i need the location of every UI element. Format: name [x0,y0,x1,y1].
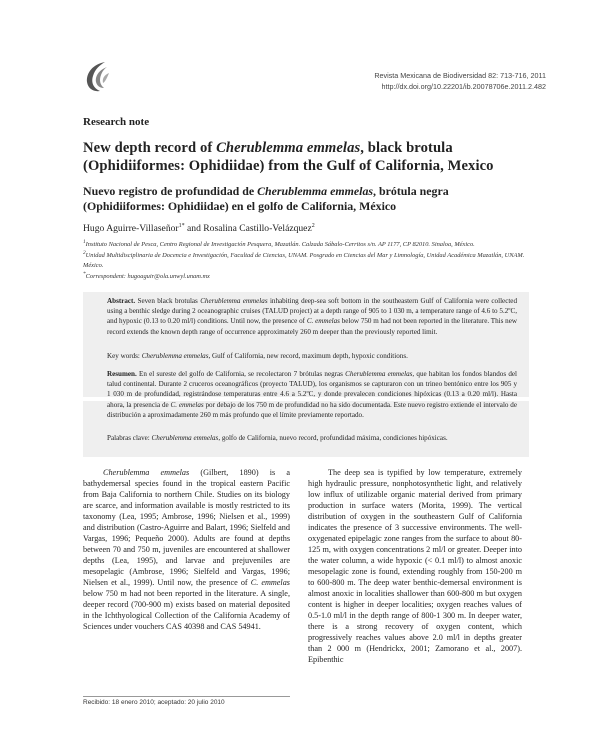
body-paragraph: The deep sea is typified by low temperature, extremely high hydraulic pressure, nonphotosynthetic light, and relatively low influx of utilizable organic material derived from primary production in surface waters (Morita, 1999). The vertical distribution of oxygen in the southeastern Gulf of California indicates the presence of 3 successive environments. The well-oxygenated epipelagic zone ranges from the surface to about 80-125 m, with oxygen concentrations 2 ml/l or greater. Deeper into the water column, a wide hypoxic (< 0.1 ml/l) to almost anoxic mesopelagic zone is found, extending roughly from 150-200 m to 600-800 m. The deep water benthic-demersal environment is almost anoxic in localities shallower than 600-800 m but oxygen content is higher in deeper localities; oxygen reaches values of 0.5-1.0 ml/l in the depth range of 800-1 300 m. In deeper water, there is a strong recovery of oxygen content, which progressively reaches values above 2.0 ml/l in depths greater than 2 000 m (Hendrickx, 2001; Zamorano et al., 2007). Epibenthic [308,468,522,664]
article-title: New depth record of Cherublemma emmelas, black brotula (Ophidiiformes: Ophidiidae) from the Gulf of California, Mexico [83,140,494,174]
body-paragraph: Cherublemma emmelas (Gilbert, 1890) is a bathydemersal species found in the tropical eastern Pacific from Baja California to northern Chile. Studies on its biology are scarce, and information available is mostly restricted to its taxonomy (Lea, 1995; Ambrose, 1996; Nielsen et al., 1999) and distribution (Castro-Aguirre and Balart, 1996; Sielfeld and Vargas, 1996; Pequeño 2000). Adults are found at depths between 70 and 750 m, juveniles are encountered at shallower depths (Lea, 1995), and larvae and prejuveniles are mesopelagic (Ambrose, 1996; Sielfeld and Vargas, 1996; Nielsen et al., 1999). Until now, the presence of C. emmelas below 750 m had not been reported in the literature. A single, deeper record (700-900 m) exists based on material deposited in the Ichthyological Collection of the California Academy of Sciences under vouchers CAS 40398 and CAS 54941. [83,468,290,631]
journal-header [374,70,546,92]
author-list: Hugo Aguirre-Villaseñor$^{1*}$ and Rosalina Castillo-Velázquez$^2$ [83,223,315,235]
affiliation-1: $^1$Instituto Nacional de Pesca, Centro Regional de Investigación Pesquera, Mazatlán. Calzada Sábalo-Cerritos s/n. AP 1177, CP 82010. Sinaloa, México. [83,239,475,249]
doi-link[interactable]: http://dx.doi.org/10.22201/ib.20078706e.2011.2.482 [381,82,546,91]
received-dates: Recibido: 18 enero 2010; aceptado: 20 julio 2010 [83,699,225,706]
author-name: Hugo Aguirre-Villaseñor [83,223,179,235]
journal-citation: Revista Mexicana de Biodiversidad 82: 713-716, 2011 [374,71,546,80]
section-label: Research note [83,116,150,128]
journal-logo-icon [83,58,113,94]
affiliation-2: $^2$Unidad Multidisciplinaria de Docencia e Investigación, Facultad de Ciencias, UNAM. Posgrado en Ciencias del Mar y Limnología, Unidad Académica Mazatlán, UNAM. México. [83,250,525,269]
article-subtitle: Nuevo registro de profundidad de Cherublemma emmelas, brótula negra (Ophidiiformes: Ophidiidae) en el golfo de California, México [83,184,449,213]
palabras-clave: Palabras clave: Cherublemma emmelas, golfo de California, nuevo record, profundidad máxima, condiciones hipóxicas. [107,434,448,442]
abstract: Abstract. Seven black brotulas Cherublemma emmelas inhabiting deep-sea soft bottom in the southeastern Gulf of California were collected using a benthic sledge during 2 oceanographic cruises (TALUD project) at a depth range of 905 to 1 030 m, a temperature range of 4.6 to 5.2ºC, and hypoxic (0.13 to 0.20 ml/l) conditions. Until now, the presence of C. emmelas below 750 m had not been reported in the literature. This new record extends the known depth range of occurrence approximately 260 m deeper than the previously reported limit. [107,297,518,336]
author-name: Rosalina Castillo-Velázquez [203,223,312,235]
subtitle-species: Cherublemma emmelas [257,184,374,198]
title-species: Cherublemma emmelas [216,140,361,156]
body-column-right [308,467,522,665]
body-column-left [83,467,290,632]
correspondent: *Correspondent: hugoaguir@ola.unwyl.unam.mx [83,271,210,281]
resumen: Resumen. En el sureste del golfo de California, se recolectaron 7 brótulas negras Cherublemma emmelas, que habitan los fondos blandos del talud continental. Durante 2 cruceros oceanográficos (proyecto TALUD), los organismos se capturaron con un trineo bentónico entre los 905 y 1 030 m de profundidad, registrándose temperaturas entre 4.6 a 5.2ºC, y donde prevalecen condiciones hipóxicas (0.13 a 0.20 ml/l). Hasta ahora, la presencia de C. emmelas por debajo de los 750 m de profundidad no ha sido documentada. Este nuevo registro extiende el intervalo de distribución a aproximadamente 260 m más profundo que el límite previamente reportado. [107,370,518,419]
keywords: Key words: Cherublemma emmelas, Gulf of California, new record, maximum depth, hypoxic conditions. [107,352,408,360]
footnote-divider [83,696,290,697]
affiliations [83,238,533,282]
